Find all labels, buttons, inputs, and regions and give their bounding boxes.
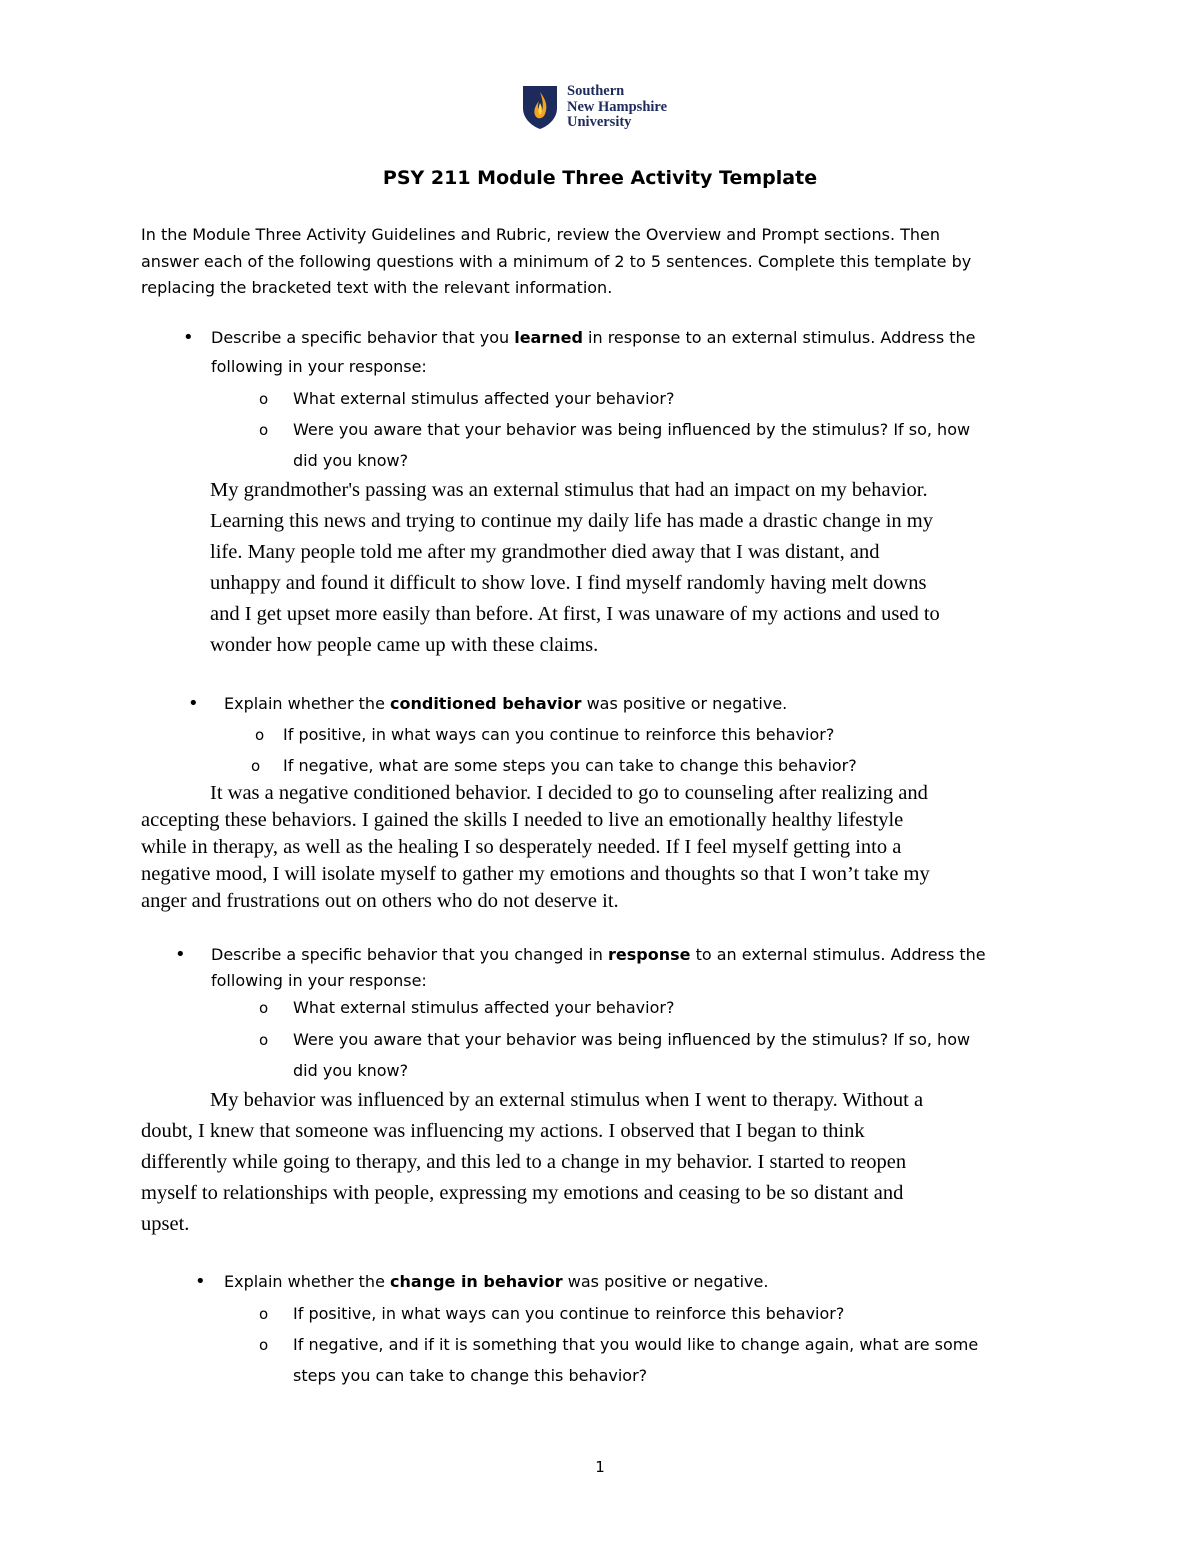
q1-answer-line: unhappy and found it difficult to show love. I find myself randomly having melt downs (210, 572, 927, 594)
q2-sub1: If positive, in what ways can you continue to reinforce this behavior? (283, 725, 835, 744)
q2-answer-line: It was a negative conditioned behavior. I decided to go to counseling after realizing and (210, 782, 928, 804)
logo-line-1: Southern (567, 83, 625, 99)
q3-answer-line: doubt, I knew that someone was influencing my actions. I observed that I began to think (141, 1120, 865, 1142)
q1-answer-line: wonder how people came up with these claims. (210, 634, 599, 656)
sub-bullet-circle: o (259, 1031, 269, 1049)
bullet-dot: • (188, 693, 199, 714)
q1-answer-line: My grandmother's passing was an external stimulus that had an impact on my behavior. (210, 479, 928, 501)
q1-sub2: Were you aware that your behavior was being influenced by the stimulus? If so, how (293, 420, 971, 439)
document-title: PSY 211 Module Three Activity Template (382, 167, 818, 189)
q4-sub1: If positive, in what ways can you continue to reinforce this behavior? (293, 1304, 845, 1323)
q1-prompt: Describe a specific behavior that you learned in response to an external stimulus. Address the (211, 328, 976, 347)
q2-keyword: conditioned behavior (390, 694, 582, 713)
q3-sub1: What external stimulus affected your behavior? (293, 998, 675, 1017)
university-logo (521, 84, 691, 134)
intro-paragraph (141, 222, 1061, 302)
q1-sub1: What external stimulus affected your behavior? (293, 389, 675, 408)
q3-answer-line: My behavior was influenced by an external stimulus when I went to therapy. Without a (210, 1089, 924, 1111)
q1-prompt-line2: following in your response: (211, 357, 427, 376)
bullet-dot: • (183, 327, 194, 348)
sub-bullet-circle: o (259, 999, 269, 1017)
page-number: 1 (595, 1458, 605, 1476)
shield-flame-icon (521, 84, 559, 130)
q4-keyword: change in behavior (390, 1272, 563, 1291)
intro-line: replacing the bracketed text with the relevant information. (141, 278, 613, 297)
q4-sub2: If negative, and if it is something that you would like to change again, what are some (293, 1335, 979, 1354)
q3-answer-line: upset. (141, 1213, 190, 1235)
bullet-dot: • (175, 944, 186, 965)
q3-sub2-line2: did you know? (293, 1061, 409, 1080)
sub-bullet-circle: o (259, 1336, 269, 1354)
logo-line-2: New Hampshire (567, 98, 668, 115)
sub-bullet-circle: o (251, 757, 261, 775)
sub-bullet-circle: o (259, 421, 269, 439)
intro-line: In the Module Three Activity Guidelines and Rubric, review the Overview and Prompt sections. Then (141, 225, 941, 244)
sub-bullet-circle: o (255, 726, 265, 744)
q2-answer-line: anger and frustrations out on others who do not deserve it. (141, 890, 619, 912)
q1-answer-line: and I get upset more easily than before. At first, I was unaware of my actions and used to (210, 603, 940, 625)
q3-answer-line: differently while going to therapy, and this led to a change in my behavior. I started to reopen (141, 1151, 907, 1173)
sub-bullet-circle: o (259, 390, 269, 408)
q3-prompt: Describe a specific behavior that you changed in response to an external stimulus. Address the (211, 945, 986, 964)
q2-answer-line: negative mood, I will isolate myself to gather my emotions and thoughts so that I won’t take my (141, 863, 930, 885)
q2-prompt: Explain whether the conditioned behavior was positive or negative. (224, 694, 788, 713)
q2-answer-line: while in therapy, as well as the healing I so desperately needed. If I feel myself getting into a (141, 836, 902, 858)
q3-sub2: Were you aware that your behavior was being influenced by the stimulus? If so, how (293, 1030, 971, 1049)
q3-prompt-line2: following in your response: (211, 971, 427, 990)
q3-keyword: response (608, 945, 691, 964)
q1-answer-line: life. Many people told me after my grandmother died away that I was distant, and (210, 541, 880, 563)
logo-wordmark (567, 84, 667, 131)
bullet-dot: • (195, 1271, 206, 1292)
q1-keyword: learned (514, 328, 583, 347)
q3-answer-line: myself to relationships with people, expressing my emotions and ceasing to be so distant and (141, 1182, 904, 1204)
q4-prompt: Explain whether the change in behavior was positive or negative. (224, 1272, 769, 1291)
intro-line: answer each of the following questions with a minimum of 2 to 5 sentences. Complete this template by (141, 251, 972, 271)
q1-sub2-line2: did you know? (293, 451, 409, 470)
q4-sub2-line2: steps you can take to change this behavior? (293, 1366, 648, 1385)
q2-sub2: If negative, what are some steps you can take to change this behavior? (283, 756, 857, 775)
logo-line-3: University (567, 114, 632, 130)
sub-bullet-circle: o (259, 1305, 269, 1323)
q2-answer-line: accepting these behaviors. I gained the skills I needed to live an emotionally healthy lifestyle (141, 809, 904, 831)
q1-answer-line: Learning this news and trying to continue my daily life has made a drastic change in my (210, 510, 933, 532)
